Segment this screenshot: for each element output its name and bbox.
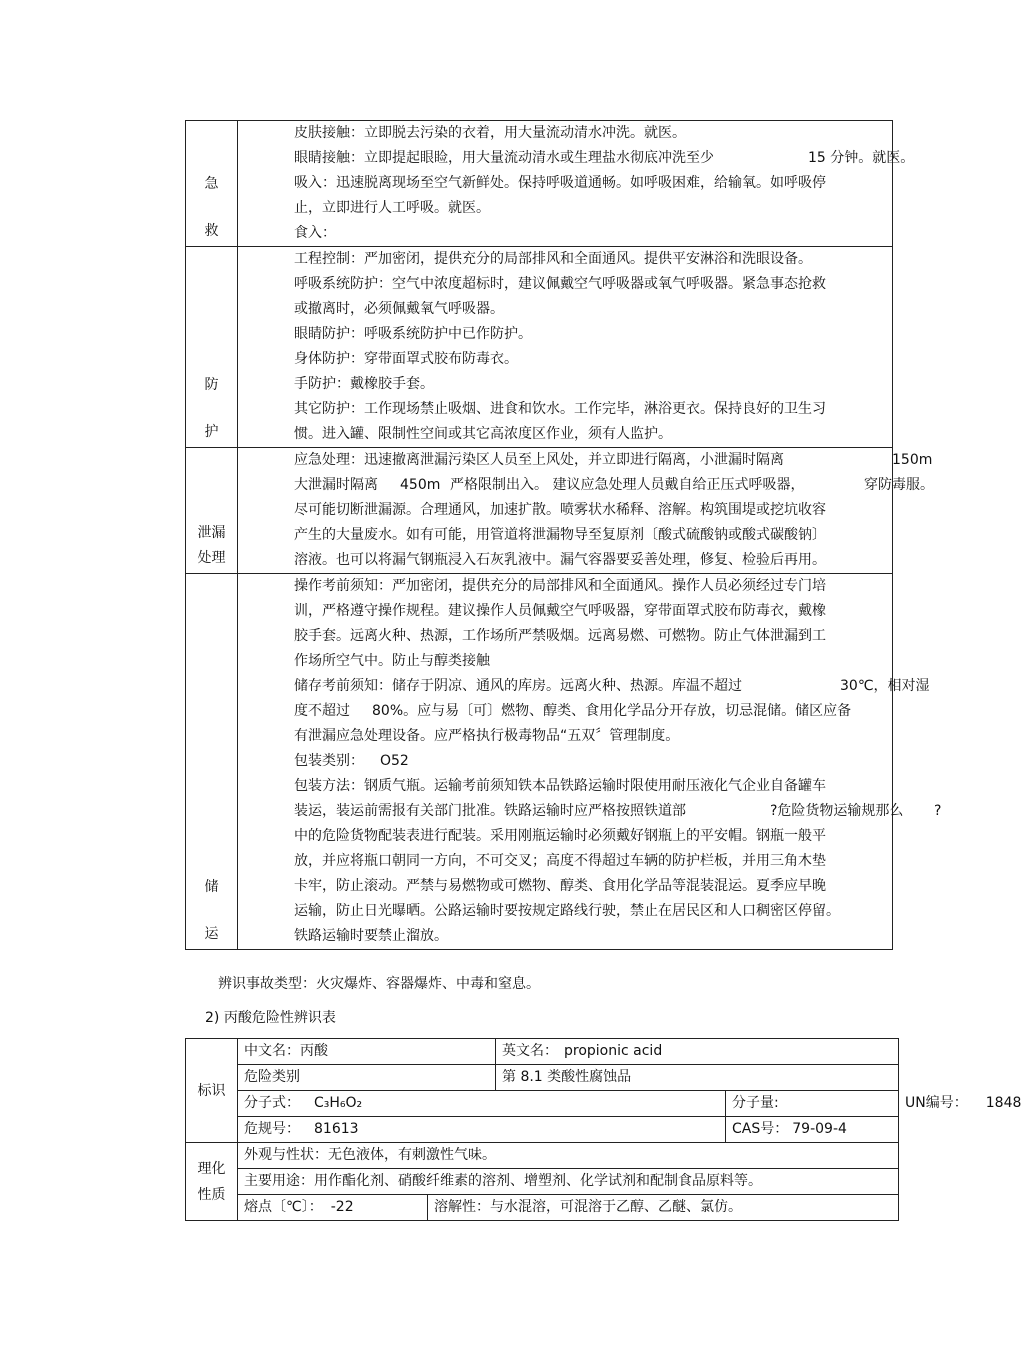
storage-humidity-limit: 80%。应与易〔可〕燃物、醇类、食用化学品分开存放，切忌混储。储区应备	[372, 703, 852, 719]
storage-line: 装运，装运前需报有关部门批准。铁路运输时应严格按照铁道部	[294, 803, 686, 819]
leak-line: 尽可能切断泄漏源。合理通风，加速扩散。喷雾状水稀释、溶解。构筑围堤或挖坑收容	[294, 502, 826, 518]
reg-number-label: 危规号：	[244, 1121, 300, 1137]
protection-label-1: 防	[204, 377, 219, 393]
id-section-label: 标识	[186, 1039, 238, 1143]
storage-line: 铁路运输时要禁止溜放。	[294, 928, 448, 944]
protection-line: 身体防护：穿带面罩式胶布防毒衣。	[294, 351, 518, 367]
storage-line: 作场所空气中。防止与醇类接触	[294, 653, 490, 669]
reg-number-cell	[238, 1117, 726, 1143]
leak-line: 大泄漏时隔离	[294, 477, 378, 493]
first-aid-line: 皮肤接触：立即脱去污染的衣着，用大量流动清水冲洗。就医。	[294, 125, 686, 141]
un-number-label: UN编号：	[905, 1095, 968, 1111]
storage-temp-limit: 30℃，相对湿	[840, 678, 930, 694]
leak-label-2: 处理	[197, 550, 226, 566]
cas-number-cell	[726, 1117, 899, 1143]
first-aid-eye-tail: 15 分钟。就医。	[808, 150, 915, 166]
storage-line: 中的危险货物配装表进行配装。采用刚瓶运输时必须戴好钢瓶上的平安帽。钢瓶一般平	[294, 828, 826, 844]
cas-number-label: CAS号：	[732, 1121, 789, 1137]
storage-line: 储存考前须知：储存于阴凉、通风的库房。远离火种、热源。库温不超过	[294, 678, 742, 694]
protection-row	[186, 247, 893, 448]
pack-category-value: O52	[380, 753, 409, 769]
phys-section-label	[186, 1143, 238, 1221]
phys-label-2: 性质	[197, 1186, 226, 1203]
reg-number-value: 81613	[314, 1121, 359, 1137]
uses-cell: 主要用途：用作酯化剂、硝酸纤维素的溶剂、增塑剂、化学试剂和配制食品原料等。	[238, 1169, 899, 1195]
leak-line: 产生的大量废水。如有可能，用管道将泄漏物导至复原剂〔酸式硫酸钠或酸式碳酸钠〕	[294, 527, 826, 543]
protection-line: 呼吸系统防护：空气中浓度超标时，建议佩戴空气呼吸器或氧气呼吸器。紧急事态抢救	[294, 276, 826, 292]
hazard-category-label: 危险类别	[238, 1065, 726, 1091]
storage-label-1: 储	[204, 879, 219, 895]
protection-line: 眼睛防护：呼吸系统防护中已作防护。	[294, 326, 532, 342]
protection-line: 工程控制：严加密闭，提供充分的局部排风和全面通风。提供平安淋浴和洗眼设备。	[294, 251, 812, 267]
molecular-weight-label: 分子量:	[726, 1091, 899, 1117]
leak-line: 应急处理：迅速撤离泄漏污染区人员至上风处，并立即进行隔离，小泄漏时隔离	[294, 452, 784, 468]
accident-types-text: 辨识事故类型：火灾爆炸、容器爆炸、中毒和窒息。	[218, 976, 540, 992]
formula-value: C₃H₆O₂	[314, 1095, 363, 1111]
hazard-measures-table	[185, 120, 942, 950]
cas-number-value: 79-09-4	[792, 1121, 847, 1137]
english-name-overlay	[495, 1039, 897, 1064]
melting-point-label: 熔点〔℃〕：	[244, 1199, 323, 1215]
un-number-value: 1848	[985, 1095, 1021, 1111]
storage-line: 包装方法：钢质气瓶。运输考前须知铁本品铁路运输时限使用耐压液化气企业自备罐车	[294, 778, 826, 794]
storage-row	[186, 574, 893, 950]
leak-line: 严格限制出入。 建议应急处理人员戴自给正压式呼吸器，	[450, 477, 805, 493]
protection-line: 手防护：戴橡胶手套。	[294, 376, 434, 392]
leak-line: 穿防毒服。	[864, 477, 934, 493]
chinese-name-cell: 中文名：丙酸	[238, 1039, 726, 1065]
storage-line: 度不超过	[294, 703, 350, 719]
protection-label-2: 护	[204, 424, 219, 440]
storage-line: 胶手套。远离火种、热源，工作场所严禁吸烟。远离易燃、可燃物。防止气体泄漏到工	[294, 628, 826, 644]
storage-label-2: 运	[204, 926, 219, 942]
storage-line: 放，并应将瓶口朝同一方向，不可交叉；高度不得超过车辆的防护栏板，并用三角木垫	[294, 853, 826, 869]
english-name-label: 英文名：	[502, 1043, 558, 1059]
hazard-category-overlay	[495, 1065, 897, 1090]
storage-line: 运输，防止日光曝晒。公路运输时要按规定路线行驶，禁止在居民区和人口稠密区停留。	[294, 903, 840, 919]
english-name-value: propionic acid	[564, 1043, 663, 1059]
first-aid-row	[186, 121, 893, 247]
formula-label: 分子式：	[244, 1095, 300, 1111]
storage-line: 训，严格遵守操作规程。建议操作人员佩戴空气呼吸器，穿带面罩式胶布防毒衣，戴橡	[294, 603, 826, 619]
protection-line: 或撤离时，必须佩戴氧气呼吸器。	[294, 301, 504, 317]
storage-line: 有泄漏应急处理设备。应严格执行极毒物品“五双〞管理制度。	[294, 728, 680, 744]
first-aid-line: 吸入：迅速脱离现场至空气新鲜处。保持呼吸道通畅。如呼吸困难，给输氧。如呼吸停	[294, 175, 826, 191]
first-aid-line: 止，立即进行人工呼吸。就医。	[294, 200, 490, 216]
leak-label-1: 泄漏	[197, 525, 226, 541]
first-aid-label-1: 急	[204, 176, 219, 192]
formula-cell	[238, 1091, 726, 1117]
melting-point-value: -22	[330, 1199, 354, 1215]
protection-line: 惯。进入罐、限制性空间或其它高浓度区作业，须有人监护。	[294, 426, 672, 442]
leak-row	[186, 448, 893, 574]
storage-line: 卡牢，防止滚动。严禁与易燃物或可燃物、醇类、食用化学品等混装混运。夏季应早晚	[294, 878, 826, 894]
leak-small-distance: 150m	[892, 452, 933, 468]
storage-line: 操作考前须知：严加密闭，提供充分的局部排风和全面通风。操作人员必须经过专门培	[294, 578, 826, 594]
first-aid-line: 食入：	[294, 225, 336, 241]
first-aid-label	[186, 121, 238, 247]
pack-category-label: 包装类别：	[294, 753, 364, 769]
leak-line: 溶液。也可以将漏气钢瓶浸入石灰乳液中。漏气容器要妥善处理，修复、检验后再用。	[294, 552, 826, 568]
first-aid-line: 眼睛接触：立即提起眼睑，用大量流动清水或生理盐水彻底冲洗至少	[294, 150, 714, 166]
phys-label-1: 理化	[197, 1160, 226, 1177]
first-aid-label-2: 救	[204, 223, 219, 239]
appearance-cell: 外观与性状：无色液体，有刺激性气味。	[238, 1143, 899, 1169]
hazard-category-value-overlay: 第 8.1 类酸性腐蚀品	[502, 1069, 632, 1085]
solubility-cell: 溶解性：与水混溶，可混溶于乙醇、乙醚、氯仿。	[428, 1195, 899, 1221]
leak-large-distance: 450m	[400, 477, 441, 493]
rail-regulation-ref: ?危险货物运输规那么	[770, 803, 904, 819]
melting-point-cell	[238, 1195, 428, 1221]
rail-regulation-mark: ?	[934, 803, 942, 819]
protection-line: 其它防护：工作现场禁止吸烟、进食和饮水。工作完毕，淋浴更衣。保持良好的卫生习	[294, 401, 826, 417]
leak-label	[186, 448, 238, 574]
protection-label	[186, 247, 238, 448]
storage-label	[186, 574, 238, 950]
section-title: 2) 丙酸危险性辨识表	[205, 1010, 336, 1026]
